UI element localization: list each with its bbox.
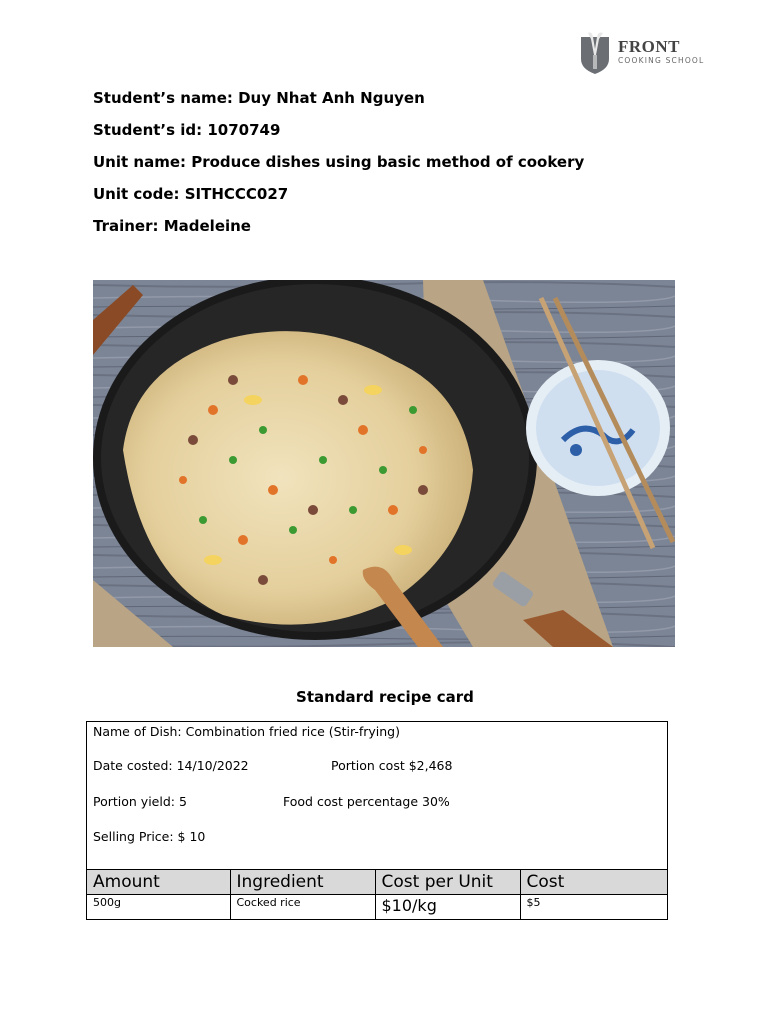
dish-name: Name of Dish: Combination fried rice (Stir-frying): [93, 724, 400, 739]
unit-name: Unit name: Produce dishes using basic method of cookery: [93, 153, 585, 171]
cell-ingredient: Cocked rice: [230, 895, 375, 920]
cell-cost-per-unit: $10/kg: [375, 895, 520, 920]
trainer: Trainer: Madeleine: [93, 217, 251, 235]
recipe-card: [86, 721, 668, 920]
fried-rice-photo: [93, 280, 675, 647]
recipe-card-info: [87, 722, 667, 870]
portion-cost: Portion cost $2,468: [331, 758, 453, 773]
food-cost-percentage: Food cost percentage 30%: [283, 794, 450, 809]
date-costed: Date costed: 14/10/2022: [93, 758, 249, 773]
table-row: [87, 895, 667, 920]
heron-shield-icon: [578, 29, 612, 75]
selling-price: Selling Price: $ 10: [93, 829, 206, 844]
student-id: Student’s id: 1070749: [93, 121, 281, 139]
portion-yield: Portion yield: 5: [93, 794, 187, 809]
student-info: [93, 86, 584, 246]
recipe-card-title: Standard recipe card: [296, 688, 474, 706]
unit-code: Unit code: SITHCCC027: [93, 185, 289, 203]
header-cost-per-unit: Cost per Unit: [375, 870, 520, 895]
ingredients-table: [87, 870, 667, 919]
header-cost: Cost: [520, 870, 667, 895]
logo-brand: FRONT: [618, 37, 680, 56]
ingredients-header-row: [87, 870, 667, 895]
header-amount: Amount: [87, 870, 230, 895]
cell-amount: 500g: [87, 895, 230, 920]
student-name: Student’s name: Duy Nhat Anh Nguyen: [93, 89, 425, 107]
front-cooking-school-logo: [578, 22, 736, 82]
header-ingredient: Ingredient: [230, 870, 375, 895]
logo-subtitle: COOKING SCHOOL: [618, 56, 705, 65]
cell-cost: $5: [520, 895, 667, 920]
